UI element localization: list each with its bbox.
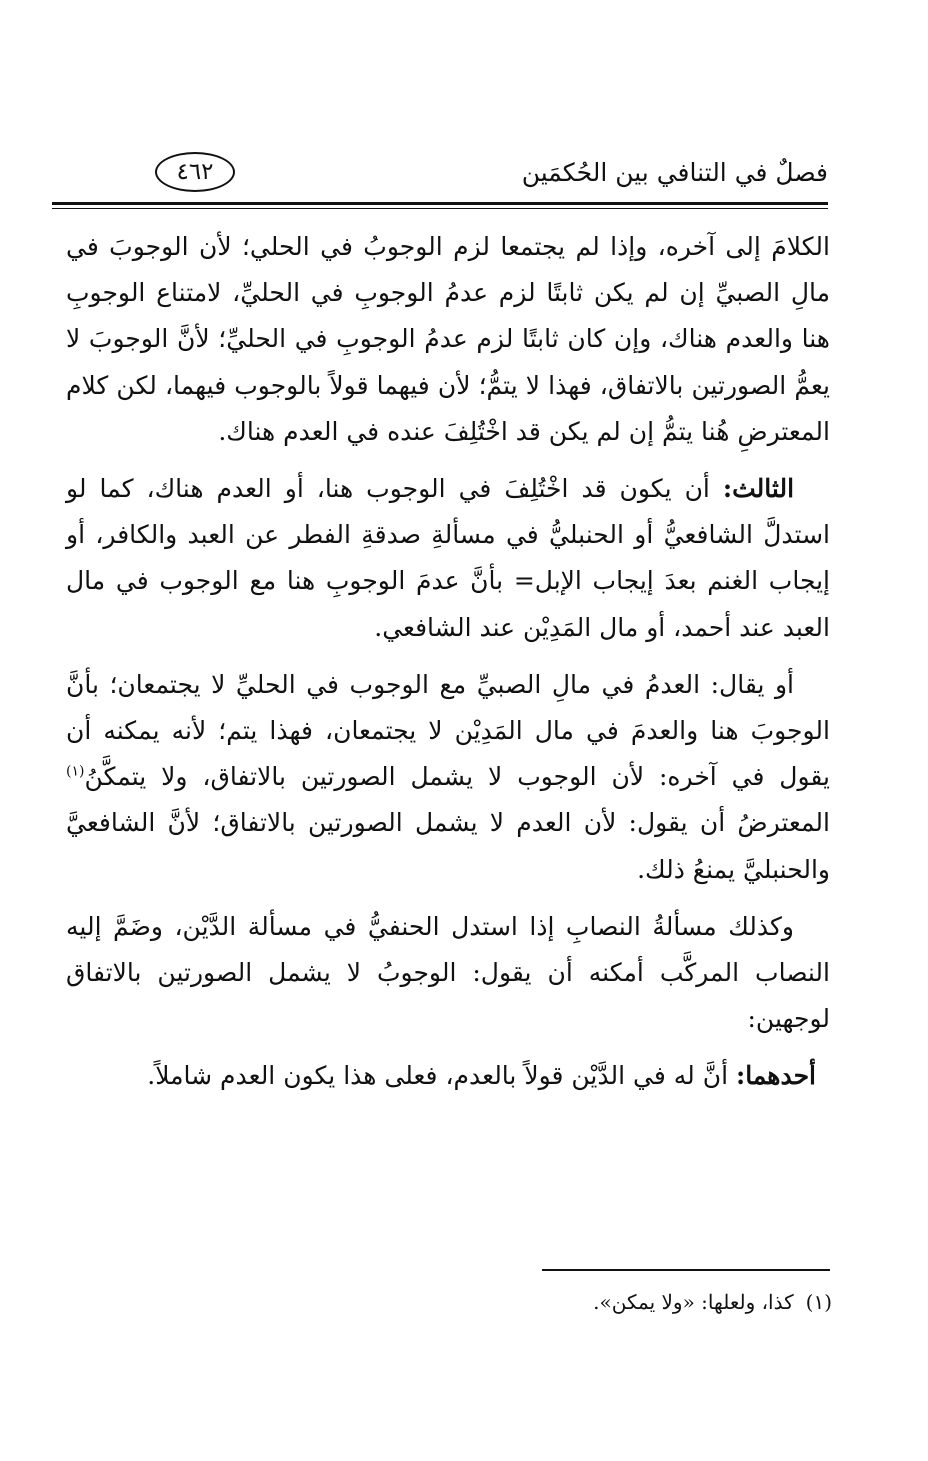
paragraph-text: وكذلك مسألةُ النصابِ إذا استدل الحنفيُّ في مسألة الدَّيْن، وضَمَّ إليه النصاب المركَّب أمكنه أن يقول: الوجوبُ لا يشمل الصورتين بالاتفاق لوجهين: [66, 911, 830, 1034]
header-rule-thick [52, 202, 828, 205]
main-text [66, 224, 830, 1111]
paragraph-1 [66, 224, 830, 455]
page-number: ٤٦٢ [155, 152, 235, 192]
footnote-number: (١) [805, 1290, 832, 1314]
footnote [593, 1290, 832, 1314]
paragraph-4 [66, 904, 830, 1043]
paragraph-3 [66, 662, 830, 893]
paragraph-text: أنَّ له في الدَّيْن قولاً بالعدم، فعلى هذا يكون العدم شاملاً. [147, 1061, 729, 1091]
footnote-reference[interactable]: (١) [66, 763, 85, 780]
paragraph-text: أو يقال: العدمُ في مالِ الصبيِّ مع الوجوب في الحليِّ لا يجتمعان؛ بأنَّ الوجوبَ هنا والعدمَ في مال المَدِيْن لا يجتمعان، فهذا يتم؛ لأنه يمكنه أن يقول في آخره: لأن الوجوب لا يشمل الصورتين بالاتفاق، ولا يتمكَّنُ [66, 669, 830, 792]
footnote-text: كذا، ولعلها: «ولا يمكن». [593, 1290, 794, 1314]
paragraph-2 [66, 466, 830, 651]
running-title: فصلٌ في التنافي بين الحُكمَين [521, 158, 828, 187]
footnote-separator [542, 1269, 830, 1271]
page-header [52, 150, 828, 202]
paragraph-lead: الثالث: [722, 474, 795, 504]
paragraph-text: الكلامَ إلى آخره، وإذا لم يجتمعا لزم الوجوبُ في الحلي؛ لأن الوجوبَ في مالِ الصبيِّ إن لم يكن ثابتًا لزم عدمُ الوجوبِ في الحليِّ، لامتناع الوجوبِ هنا والعدم هناك، وإن كان ثابتًا لزم عدمُ الوجوبِ في الحليِّ؛ لأنَّ الوجوبَ لا يعمُّ الصورتين بالاتفاق، فهذا لا يتمُّ؛ لأن فيهما قولاً بالوجوب فيهما، لكن كلام المعترضِ هُنا يتمُّ إن لم يكن قد اخْتُلِفَ عنده في العدم هناك. [66, 232, 830, 446]
header-rule-thin [52, 208, 828, 209]
paragraph-text: أن يكون قد اخْتُلِفَ في الوجوب هنا، أو العدم هناك، كما لو استدلَّ الشافعيُّ أو الحنبليُّ في مسألةِ صدقةِ الفطر عن العبد والكافر، أو إيجاب الغنم بعدَ إيجاب الإبل= بأنَّ عدمَ الوجوبِ هنا مع الوجوب في مال العبد عند أحمد، أو مال المَدِيْن عند الشافعي. [66, 474, 830, 642]
paragraph-lead: أحدهما: [735, 1061, 816, 1091]
paragraph-text: المعترضُ أن يقول: لأن العدم لا يشمل الصورتين بالاتفاق؛ لأنَّ الشافعيَّ والحنبليَّ يمنعُ ذلك. [66, 808, 830, 884]
paragraph-5 [66, 1053, 830, 1099]
